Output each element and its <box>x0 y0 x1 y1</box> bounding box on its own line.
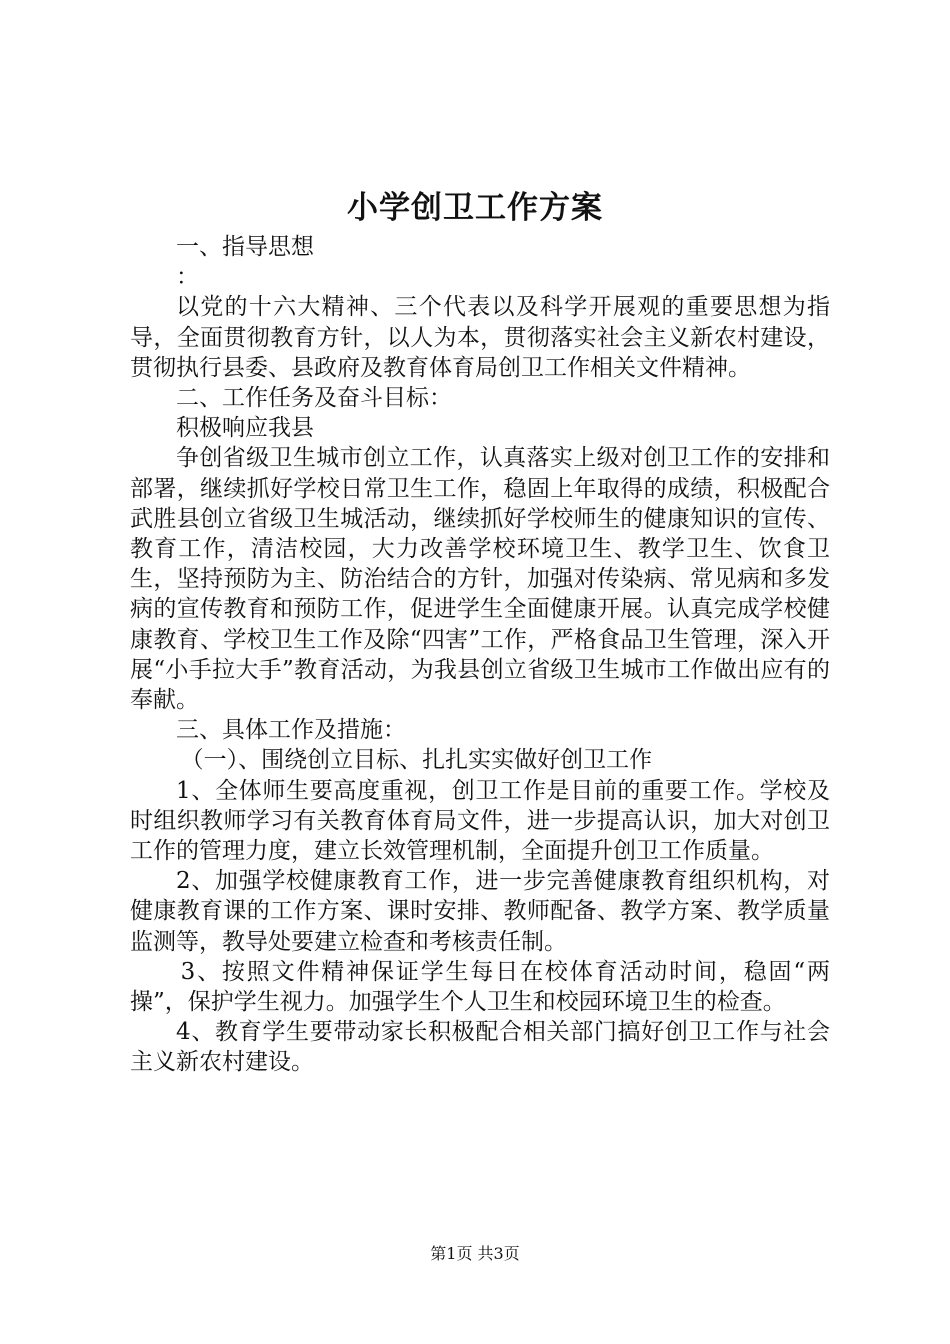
section-heading-guiding-ideology: 一、指导思想 <box>176 234 314 260</box>
measure-item-2: 2、加强学校健康教育工作，进一步完善健康教育组织机构，对健康教育课的工作方案、课时安排、教师配备、教学方案、教学质量监测等，教导处要建立检查和考核责任制。 <box>130 868 830 955</box>
measure-item-3: 3、按照文件精神保证学生每日在校体育活动时间，稳固“两操”，保护学生视力。加强学生个人卫生和校园环境卫生的检查。 <box>130 958 830 1016</box>
section-heading-tasks-goals: 二、工作任务及奋斗目标： <box>176 385 452 412</box>
page-number-footer: 第1页 共3页 <box>430 1244 520 1263</box>
document-body <box>130 232 830 1078</box>
document-title: 小学创卫工作方案 <box>347 190 603 226</box>
subsection-heading-1: （一）、围绕创立目标、扎扎实实做好创卫工作 <box>180 747 653 774</box>
section-heading-measures: 三、具体工作及措施： <box>176 717 406 744</box>
paragraph-guiding-ideology: 以党的十六大精神、三个代表以及科学开展观的重要思想为指导，全面贯彻教育方针，以人为本，贯彻落实社会主义新农村建设，贯彻执行县委、县政府及教育体育局创卫工作相关文件精神。 <box>130 294 830 381</box>
paragraph-tasks-goals: 争创省级卫生城市创立工作，认真落实上级对创卫工作的安排和部署，继续抓好学校日常卫生工作，稳固上年取得的成绩，积极配合武胜县创立省级卫生城活动，继续抓好学校师生的健康知识的宣传、教育工作，清洁校园，大力改善学校环境卫生、教学卫生、饮食卫生，坚持预防为主、防治结合的方针，加强对传染病、常见病和多发病的宣传教育和预防工作，促进学生全面健康开展。认真完成学校健康教育、学校卫生工作及除“四害”工作，严格食品卫生管理，深入开展“小手拉大手”教育活动，为我县创立省级卫生城市工作做出应有的奉献。 <box>130 445 830 714</box>
paragraph-respond: 积极响应我县 <box>176 415 314 442</box>
measure-item-1: 1、全体师生要高度重视，创卫工作是目前的重要工作。学校及时组织教师学习有关教育体育局文件，进一步提高认识，加大对创卫工作的管理力度，建立长效管理机制，全面提升创卫工作质量。 <box>130 777 830 865</box>
colon-line: ： <box>176 264 199 291</box>
measure-item-4: 4、教育学生要带动家长积极配合相关部门搞好创卫工作与社会主义新农村建设。 <box>130 1019 830 1076</box>
